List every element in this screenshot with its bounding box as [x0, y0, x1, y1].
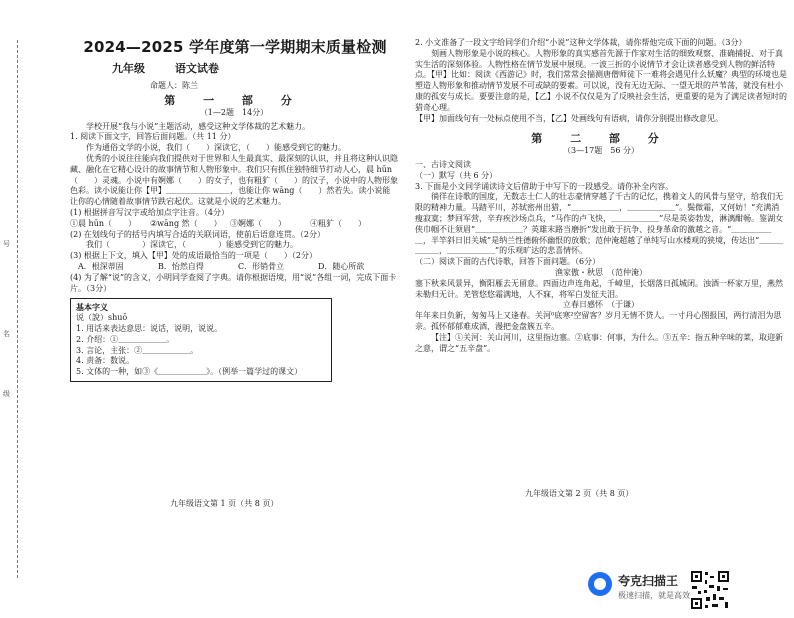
- exam-title: 2024—2025 学年度第一学期期末质量检测: [83, 38, 387, 56]
- binding-margin: [0, 0, 30, 618]
- option-c: C．形销骨立: [238, 261, 285, 271]
- item-2: ②wāng 然（ ）: [150, 218, 222, 228]
- sub-question-3: (3) 根据上下文，填入【甲】处的成语最恰当的一项是（ ）（2分）: [70, 251, 317, 261]
- sub-question-1-items: [70, 219, 398, 230]
- poem-2-title: 立春日感怀 （于谦）: [563, 300, 639, 310]
- item-4: ④粗犷（ ）: [310, 218, 366, 228]
- binding-label-bottom: 级: [3, 390, 10, 398]
- card-head: 说（說）shuō: [76, 313, 128, 323]
- question-2: 2. 小文准备了一段文字给同学们介绍“小说”这种文学体裁，请你帮他完成下面的问题。（3分）: [415, 38, 747, 47]
- binding-label-top: 号: [3, 240, 10, 248]
- card-item-1: 1. 用话来表达意思：说话，说明，说说。: [76, 323, 223, 333]
- item-3: ③婀娜（ ）: [230, 218, 286, 228]
- question-2-passage: 刻画人物形象是小说的核心。人物形象的真实感首先源于作家对生活的细致观察、准确捕捉、对于真实生活的深刻体验。人物性格在情节发展中展现。一波三折的小说情节才会让读者感受到人物的鲜活特点。【甲】比如：阅读《西游记》时，我们常常会揣测唐僧师徒下一难将会遇见什么妖魔？典型的环境也是塑造人物形象和推动情节发展不可或缺的要素。可以说，没有无边无际、一望无垠的芦苇荡，就没有杜小康的孤安与成长。要要注意的是，【乙】小说不仅仅是为了反映社会生活，更重要的是为了满足读者短时的猎奇心理。: [415, 48, 787, 112]
- section-2-note: （3—17题 56 分）: [563, 146, 639, 156]
- card-title: 基本字义: [76, 302, 108, 313]
- grade: 九年级: [112, 62, 145, 75]
- part-1b-heading: （二）阅读下面的古代诗歌，回答下面问题。（6分）: [415, 257, 601, 267]
- card-item-2: 2. 介绍：①＿＿＿＿＿＿。: [76, 334, 175, 344]
- option-a: A．根深蒂固: [78, 261, 124, 271]
- passage-para-1: 作为通俗文学的小说，我们（ ）深读它，（ ）能感受到它的魅力。: [86, 143, 346, 153]
- poem-1-body: 塞下秋来风景异，衡阳雁去无留意。四面边声连角起，千嶂里，长烟落日孤城闭。浊酒一杯家万里，燕然未勒归无计。羌管悠悠霜满地，人不寐，将军白发征夫泪。: [415, 278, 783, 299]
- binding-label-mid: 名: [3, 330, 10, 338]
- sub-question-2: (2) 在划线句子的括号内填写合适的关联词语，使前后语意连贯。（2分）: [70, 229, 325, 239]
- question-1: 1. 阅读下面文字，回答后面问题。（共 11 分）: [70, 132, 236, 142]
- exam-subtitle: [112, 60, 245, 76]
- part-1-heading: 一、古诗文阅读: [415, 159, 471, 169]
- intro-text: 学校开展“我与小说”主题活动，感受这种文学体裁的艺术魅力。: [86, 121, 311, 131]
- right-footer: 九年级语文第 2 页（共 8 页）: [525, 489, 634, 498]
- passage-para-2: 优秀的小说往往能向我们提供对于世界和人生最真实、最深刻的认识，并且将这种认识隐藏、融化在它精心设计的故事情节和人物形象中。我们只有抓住独特细节打动人心，晨 hūn（ ）灵魂。小说中有婀娜（ ）的女子，也有粗犷（ ）的汉子，小说中的人物形象色彩。读小说能让你【甲】＿＿＿＿＿＿＿＿，也能让你 wāng（ ）然若失。读小说能让你的心情随着故事情节跌宕起伏。这就是小说的艺术魅力。: [70, 153, 398, 207]
- dictionary-card: [70, 298, 332, 382]
- question-2-task: 【甲】加面线句有一处标点使用不当，【乙】处画线句有语病，请你分别提出修改意见。: [415, 113, 723, 123]
- section-title: 第 一 部 分: [164, 94, 304, 107]
- sub-question-1: (1) 根据拼音写汉字或给加点字注音。（4分）: [70, 207, 229, 217]
- qr-code-icon: [690, 570, 730, 610]
- author: 命题人：陈兰: [150, 81, 198, 90]
- section-note: （1—2题 14分）: [199, 107, 269, 117]
- question-3-text: 徜徉在诗歌的国度，无数志士仁人的壮志豪情穿越了千古的记忆，携着文人的风骨与坚守，给我们无限的精神力量。马踏平川，苏轼密州出猎，“＿＿＿＿＿＿，＿＿＿＿＿＿”。鬓微霜，又何妨！“充满消瘦寂寞；梦回军营，辛弃疾沙场点兵，“马作的卢飞快，＿＿＿＿＿＿”尽是英姿勃发，淋漓酣畅。鉴湖女侠巾帼不让须眉“＿＿＿＿＿＿？英雄末路当磨折”发出敢于抗争、投身革命的激越之音。“＿＿＿＿＿＿，半竿斜日旧关城”是纳兰性德俯怀幽恨的放歌；范仲淹超越了单纯写山水楼观的狭境，传达出“＿＿＿＿＿＿，＿＿＿＿＿＿”的乐观旷达的悲喜情怀。: [415, 192, 784, 256]
- item-1: ①晨 hūn（ ）: [70, 218, 136, 228]
- poem-1-title: 渔家傲・秋思 （范仲淹）: [555, 267, 647, 277]
- card-item-5: 5. 文体的一种，如③《＿＿＿＿＿＿》。（例举一篇学过的课文）: [76, 367, 303, 377]
- poem-2-body: 年年来日负新，匆匆马上又逢春。关河⁰底寒²空留客？岁月无情不贷人。一寸丹心图报国，两行清泪为思亲。孤怀郁郁难成酒，漫把金盘簇五辛。: [415, 311, 782, 331]
- option-d: D．随心所欲: [318, 261, 365, 271]
- option-b: B．怡然自得: [158, 261, 204, 271]
- binding-line: [17, 40, 18, 578]
- card-item-3: 3. 言论，主张：②＿＿＿＿＿＿。: [76, 345, 199, 355]
- sub-question-3-options: [70, 262, 398, 273]
- scanner-logo-icon: [588, 572, 612, 596]
- paper-name: 语文试卷: [174, 62, 219, 75]
- section-2-title: 第 二 部 分: [531, 132, 671, 146]
- question-3: 3. 下面是小文同学诵读诗文后借助于中写下的一段感受。请你补全内容。: [415, 181, 674, 191]
- part-1a-heading: （一）默写（共 6 分）: [415, 170, 498, 180]
- right-page: [405, 0, 794, 618]
- sub-question-2-line: 我们（ ）深读它，（ ）能感受到它的魅力。: [86, 240, 298, 250]
- left-column: [70, 96, 398, 382]
- watermark-title: 夸克扫描王: [618, 574, 679, 588]
- card-item-4: 4. 责备：数说。: [76, 356, 135, 366]
- scanner-watermark: [588, 570, 788, 610]
- right-column: [415, 38, 787, 354]
- poem-2-note: 【注】①关河：关山河川，这里指边塞。②底事：何事，为什么。③五辛：指五种辛味的菜，取迎新之意，谓之“五辛盘”。: [415, 332, 783, 353]
- sub-question-4: (4) 为了解“说”的含义，小明同学查阅了字典。请你根据语境，用“说”各组一词，完成下面卡片。（3分）: [70, 272, 397, 293]
- watermark-subtitle: 极速扫描，就是高效: [618, 591, 690, 600]
- left-footer: 九年级语文第 1 页（共 8 页）: [170, 499, 279, 508]
